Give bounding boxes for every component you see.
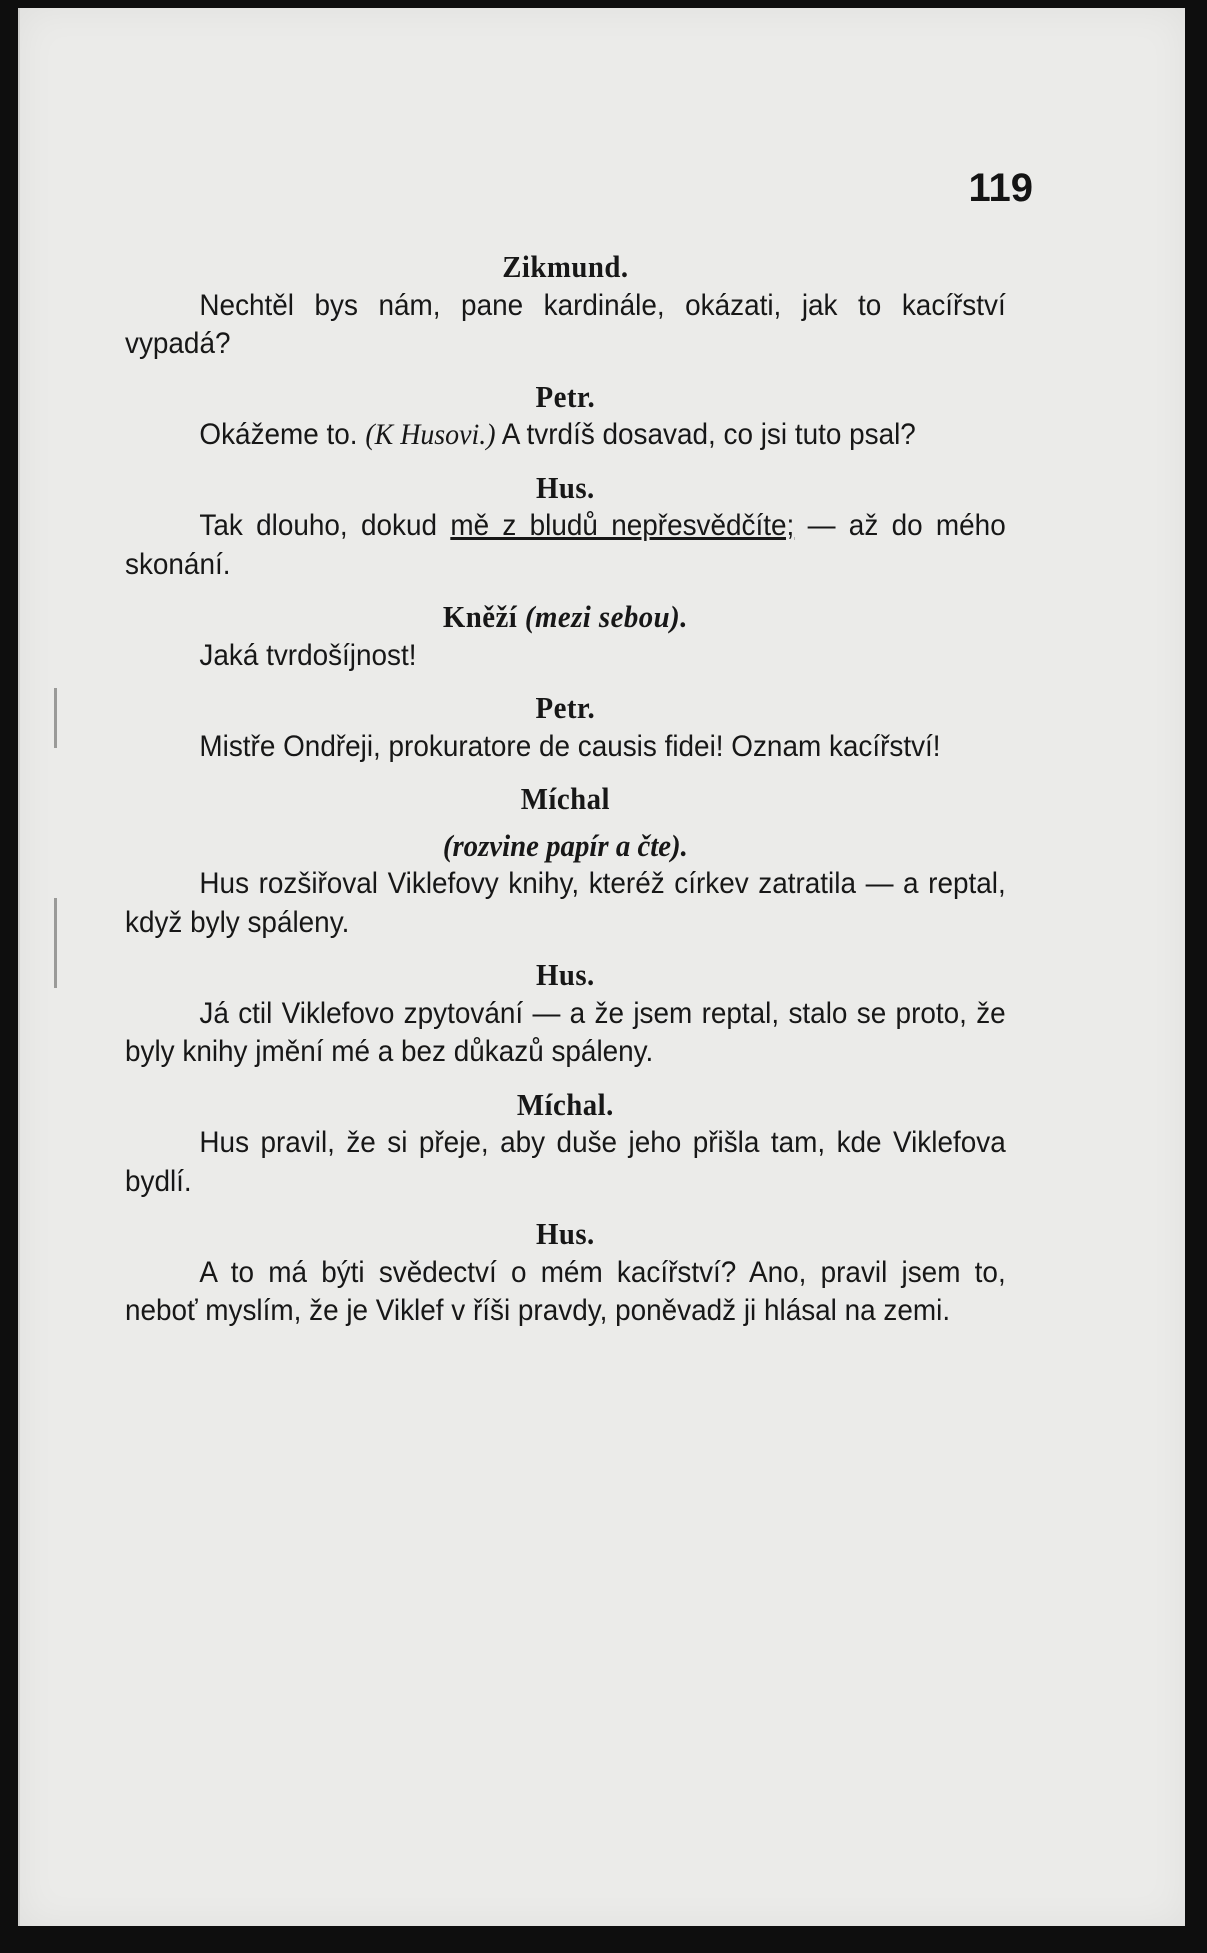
speech-paragraph: Tak dlouho, dokud mě z bludů nepřesvědčíte; — až do mého skonání. <box>125 509 1006 581</box>
speech-paragraph: Hus rozšiřoval Viklefovy knihy, kteréž církev zatratila — a reptal, když byly spáleny. <box>125 867 1006 939</box>
speaker-name: Hus. <box>535 957 595 992</box>
speech-paragraph: Okážeme to. (K Husovi.) A tvrdíš dosavad, co jsi tuto psal? <box>199 418 916 451</box>
stage-direction: (mezi sebou). <box>524 599 688 634</box>
speech-paragraph: Nechtěl bys nám, pane kardinále, okázati, jak to kacířství vypadá? <box>125 288 1006 360</box>
page-number: 119 <box>968 166 1033 210</box>
speaker-name: Hus. <box>535 1216 595 1251</box>
speaker-name: Míchal. <box>516 1086 614 1122</box>
page-edge-mark <box>54 898 57 988</box>
speaker-name: Petr. <box>535 378 596 414</box>
speaker-name: Zikmund. <box>502 249 629 284</box>
book-page <box>18 8 1185 1926</box>
speaker-heading <box>125 598 1006 637</box>
speaker-name: Petr. <box>535 690 596 725</box>
underlined-text: mě z bludů nepřesvědčíte; <box>450 509 795 542</box>
stage-direction: (K Husovi.) <box>365 418 496 451</box>
speaker-name: Hus. <box>535 469 595 505</box>
speech-paragraph: Hus pravil, že si přeje, aby duše jeho přišla tam, kde Viklefova bydlí. <box>125 1126 1006 1198</box>
speech-paragraph: A to má býti svědectví o mém kacířství? Ano, pravil jsem to, neboť myslím, že je Viklef v říši pravdy, poněvadž ji hlásal na zemi. <box>125 1255 1006 1327</box>
speech-paragraph: Jaká tvrdošíjnost! <box>199 638 417 672</box>
speaker-name: Kněží <box>442 599 518 634</box>
play-text <box>125 248 1006 1331</box>
speech-paragraph: Já ctil Viklefovo zpytování — a že jsem reptal, stalo se proto, že byly knihy jmění mé a bez důkazů spáleny. <box>125 996 1006 1068</box>
speaker-name: Míchal <box>520 781 610 816</box>
stage-direction: (rozvine papír a čte). <box>442 827 688 863</box>
page-edge-mark <box>54 688 57 748</box>
speech-paragraph: Mistře Ondřeji, prokuratore de causis fidei! Oznam kacířství! <box>199 729 941 763</box>
